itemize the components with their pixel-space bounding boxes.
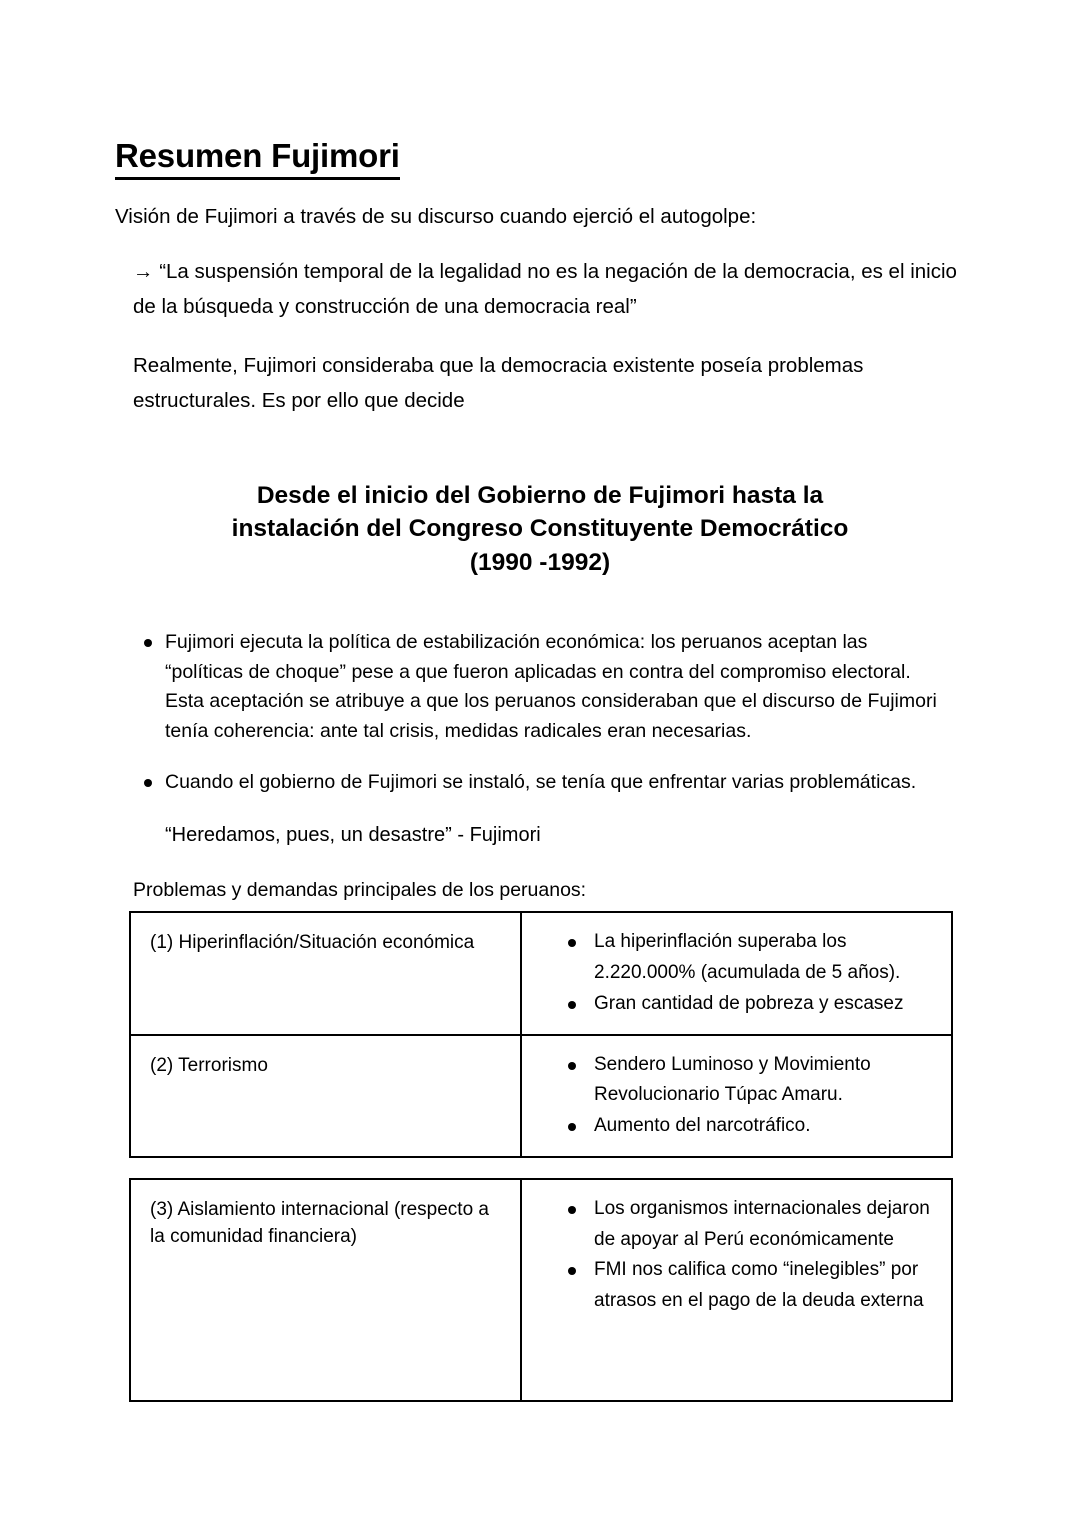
- table-row: [130, 1035, 952, 1157]
- list-item: Fujimori ejecuta la política de estabilización económica: los peruanos aceptan las “políticas de choque” pese a que fueron aplicadas en contra del compromiso electoral. Esta aceptación se atribuye a que los peruanos consideraban que el discurso de Fujimori tenía coherencia: ante tal crisis, medidas radicales eran necesarias.: [115, 628, 965, 747]
- table-spacer: [115, 1158, 965, 1178]
- arrow-icon: →: [133, 260, 154, 284]
- list-item: FMI nos califica como “inelegibles” por atrasos en el pago de la deuda externa: [522, 1255, 939, 1317]
- table-row-1-label: (1) Hiperinflación/Situación económica: [150, 932, 475, 954]
- table-cell-label: [130, 1035, 521, 1157]
- document-content: [115, 0, 965, 1402]
- list-item: La hiperinflación superaba los 2.220.000% (acumulada de 5 años).: [522, 927, 939, 989]
- main-bullet-list: [115, 628, 965, 798]
- table-row-2-label: (2) Terrorismo: [150, 1054, 268, 1076]
- table-cell-label: [130, 1179, 521, 1401]
- discourse-quote-text: “La suspensión temporal de la legalidad no es la negación de la democracia, es el inicio de la búsqueda y construcción de una democracia real”: [133, 260, 957, 318]
- table-row-2-detail-list: [522, 1036, 951, 1156]
- table-row: [130, 912, 952, 1034]
- list-item: Cuando el gobierno de Fujimori se instaló, se tenía que enfrentar varias problemáticas.: [115, 768, 965, 798]
- table-row: [130, 1179, 952, 1401]
- paragraph-realmente: Realmente, Fujimori consideraba que la democracia existente poseía problemas estructurales. Es por ello que decide: [133, 353, 864, 412]
- list-item: Gran cantidad de pobreza y escasez: [522, 989, 939, 1020]
- table-cell-details: [521, 912, 952, 1034]
- list-item: Sendero Luminoso y Movimiento Revolucionario Túpac Amaru.: [522, 1050, 939, 1112]
- table-cell-details: [521, 1179, 952, 1401]
- problems-table-two: [129, 1178, 953, 1402]
- table-lead-text: Problemas y demandas principales de los peruanos:: [133, 879, 587, 902]
- table-cell-details: [521, 1035, 952, 1157]
- section-heading-line-3: (1990 -1992): [469, 549, 611, 577]
- list-item: Los organismos internacionales dejaron de apoyar al Perú económicamente: [522, 1194, 939, 1256]
- section-heading-line-1: Desde el inicio del Gobierno de Fujimori hasta la: [256, 481, 824, 509]
- table-row-1-detail-list: [522, 913, 951, 1033]
- problems-table-one: [129, 911, 953, 1158]
- table-row-3-detail-list: [522, 1180, 951, 1331]
- table-row-3-label: (3) Aislamiento internacional (respecto a la comunidad financiera): [150, 1198, 490, 1248]
- list-item: Aumento del narcotráfico.: [522, 1111, 939, 1142]
- page-title: Resumen Fujimori: [115, 0, 400, 180]
- fujimori-quote: “Heredamos, pues, un desastre” - Fujimori: [165, 824, 541, 847]
- intro-paragraph: Visión de Fujimori a través de su discurso cuando ejerció el autogolpe:: [115, 204, 757, 228]
- section-heading: [115, 479, 965, 580]
- section-heading-line-2: instalación del Congreso Constituyente Democrático: [231, 515, 849, 543]
- table-cell-label: [130, 912, 521, 1034]
- discourse-quote: [115, 255, 965, 325]
